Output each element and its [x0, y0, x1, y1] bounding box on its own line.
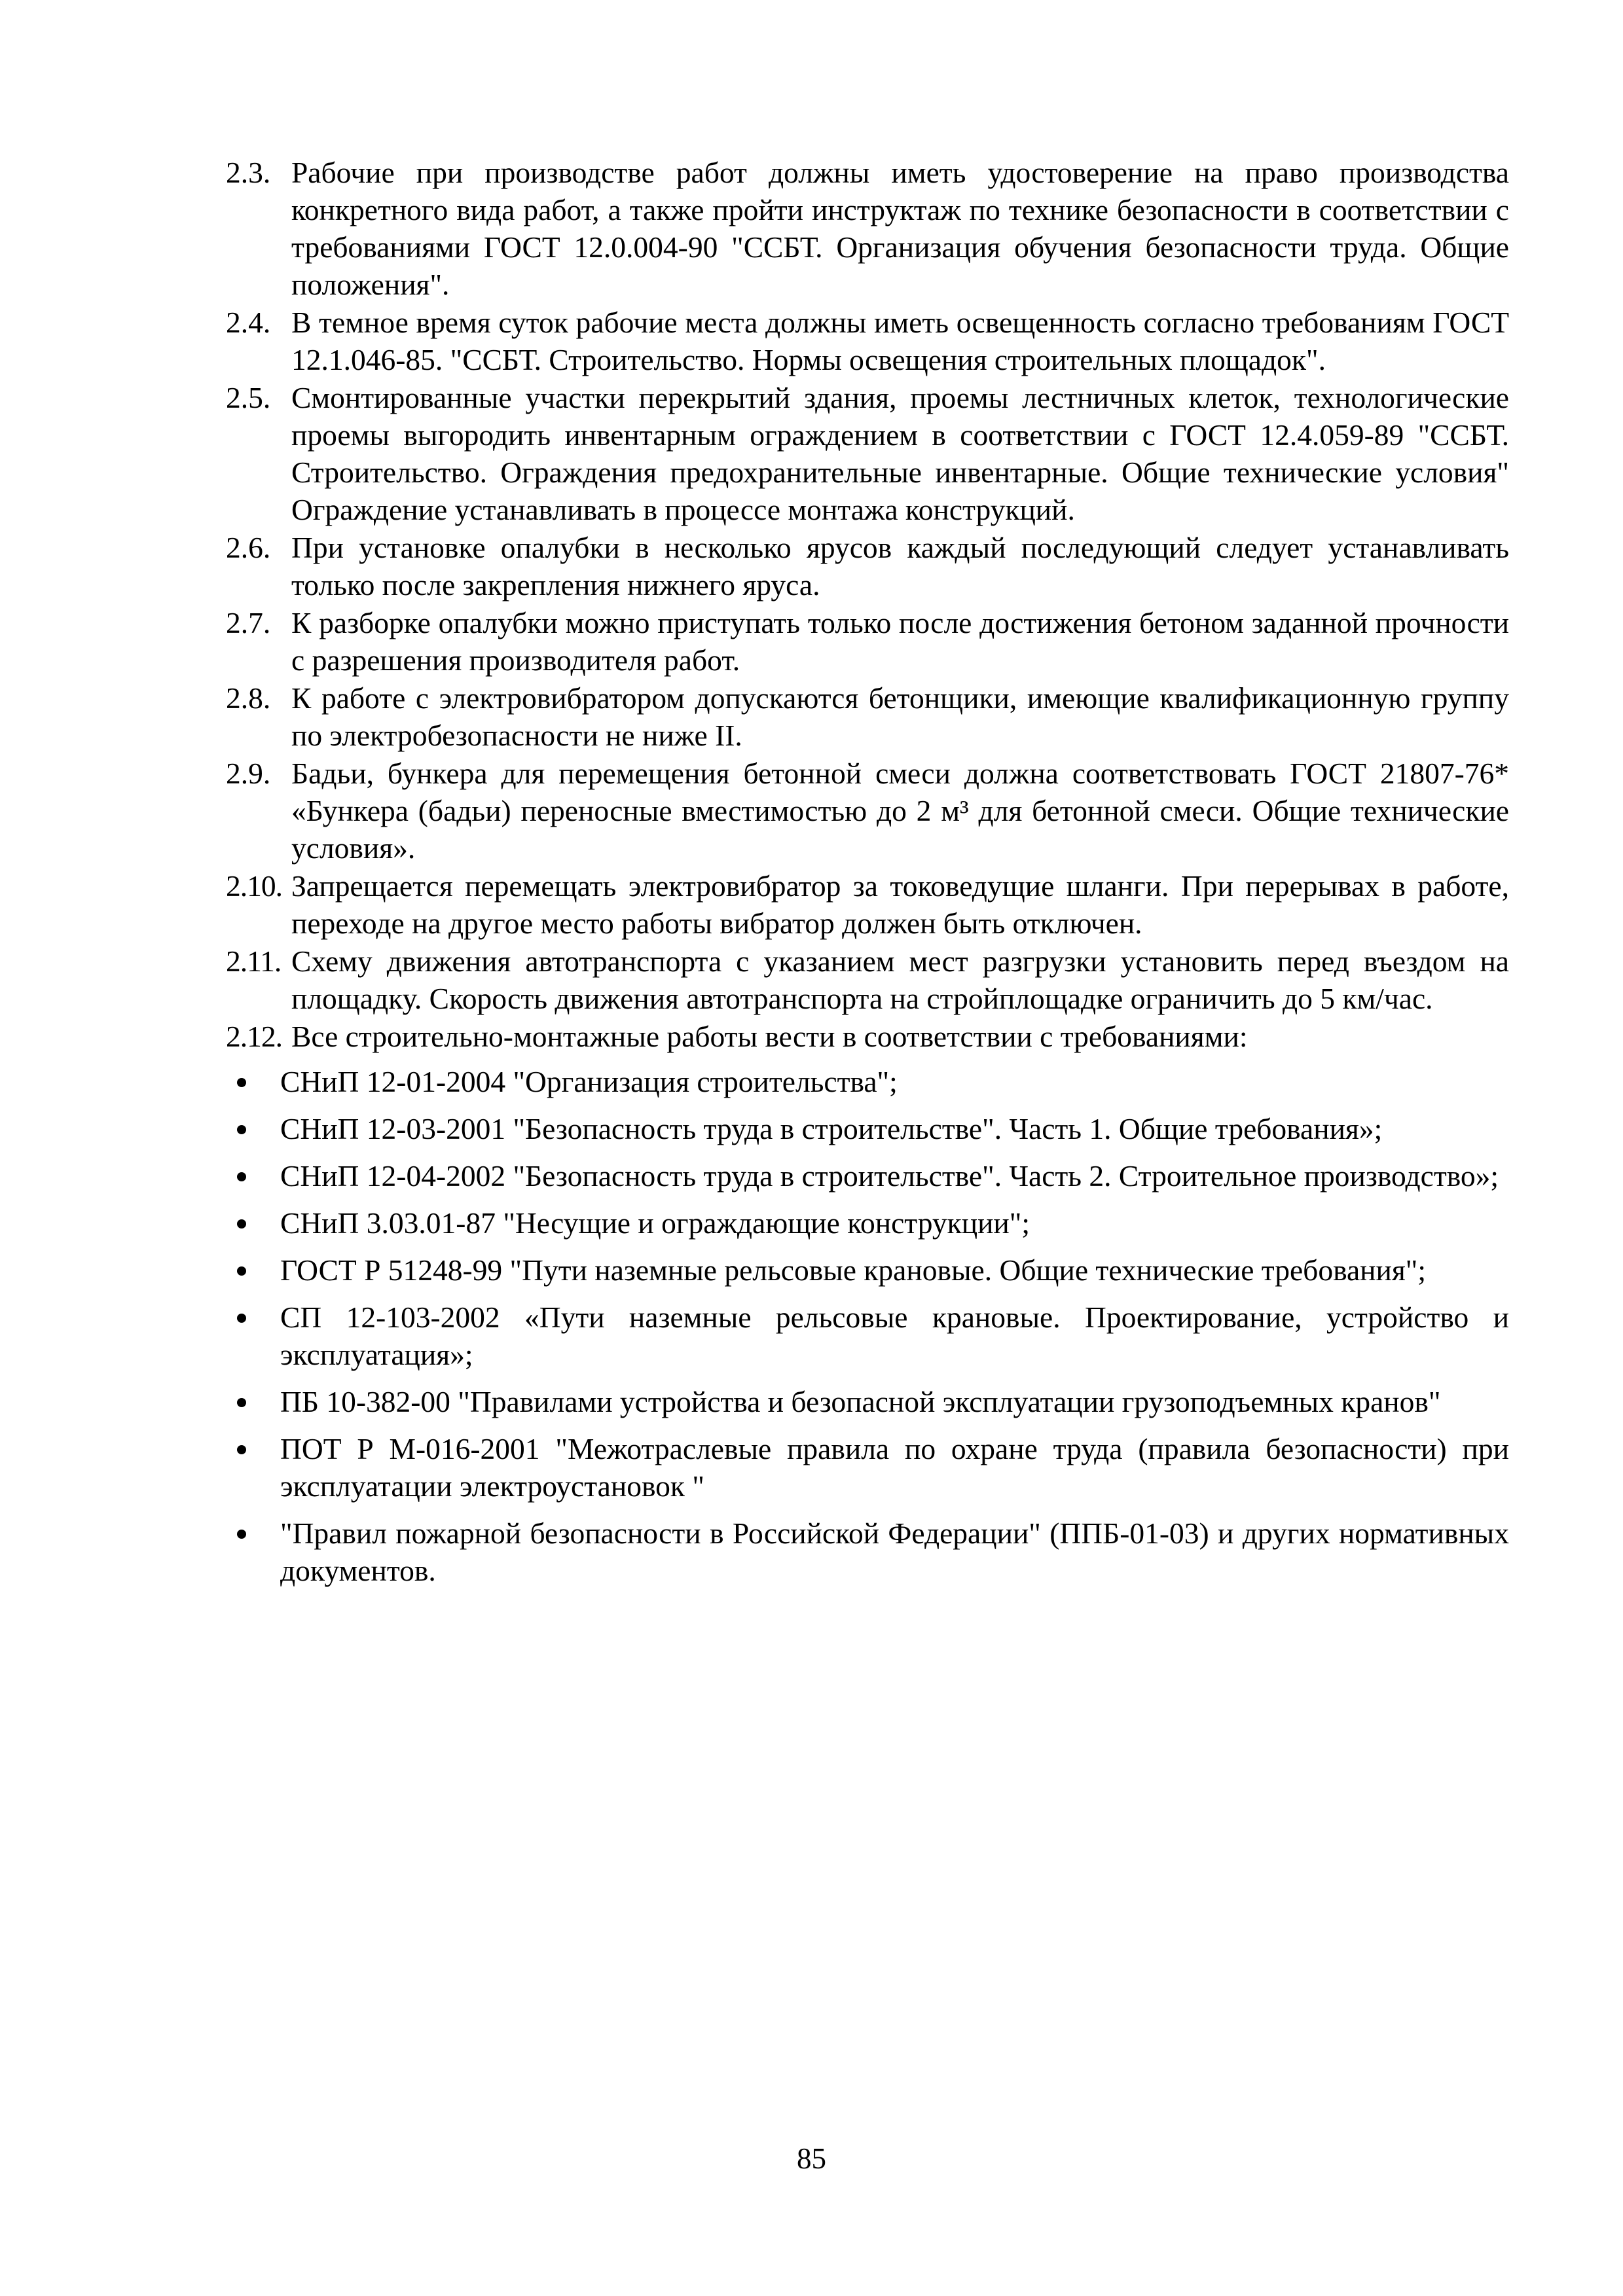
page-number: 85 — [797, 2142, 826, 2175]
item-number: 2.7. — [226, 606, 271, 639]
numbered-item-2-3 — [226, 154, 1509, 303]
bullet-text: СНиП 12-01-2004 "Организация строительства"; — [280, 1065, 898, 1098]
bullet-dot-icon — [237, 1530, 246, 1539]
bullet-text: ПБ 10-382-00 "Правилами устройства и безопасной эксплуатации грузоподъемных кранов" — [280, 1385, 1441, 1418]
bullet-text: ГОСТ Р 51248-99 "Пути наземные рельсовые крановые. Общие технические требования"; — [280, 1253, 1426, 1287]
bullet-item — [226, 1157, 1509, 1194]
item-text: При установке опалубки в несколько ярусов каждый последующий следует устанавливать только после закрепления нижнего яруса. — [291, 531, 1509, 601]
bullet-item — [226, 1299, 1509, 1373]
item-number: 2.8. — [226, 681, 271, 715]
bullet-dot-icon — [237, 1266, 246, 1276]
item-number: 2.9. — [226, 757, 271, 790]
item-number: 2.3. — [226, 156, 271, 189]
item-number: 2.4. — [226, 306, 271, 339]
bullet-text: СНиП 3.03.01-87 "Несущие и ограждающие конструкции"; — [280, 1206, 1030, 1240]
item-number: 2.6. — [226, 531, 271, 564]
bullet-dot-icon — [237, 1125, 246, 1134]
bullet-text: ПОТ Р М-016-2001 "Межотраслевые правила по охране труда (правила безопасности) при эксплуатации электроустановок " — [280, 1432, 1509, 1503]
bullet-item — [226, 1515, 1509, 1589]
item-number: 2.10. — [226, 869, 282, 903]
bullet-text: СП 12-103-2002 «Пути наземные рельсовые крановые. Проектирование, устройство и эксплуатация»; — [280, 1300, 1509, 1371]
item-number: 2.11. — [226, 944, 282, 978]
numbered-item-2-7 — [226, 604, 1509, 679]
page-content — [226, 154, 1509, 1599]
numbered-item-2-11 — [226, 942, 1509, 1017]
bullet-item — [226, 1430, 1509, 1505]
numbered-item-2-12 — [226, 1018, 1509, 1055]
bullet-text: СНиП 12-04-2002 "Безопасность труда в строительстве". Часть 2. Строительное производство»; — [280, 1159, 1499, 1193]
item-text: К работе с электровибратором допускаются бетонщики, имеющие квалификационную группу по электробезопасности не ниже II. — [291, 681, 1509, 752]
item-number: 2.12. — [226, 1020, 282, 1053]
bullet-item — [226, 1383, 1509, 1420]
item-number: 2.5. — [226, 381, 271, 414]
bullet-dot-icon — [237, 1398, 246, 1407]
numbered-item-2-4 — [226, 304, 1509, 378]
numbered-item-2-9 — [226, 755, 1509, 867]
bullet-dot-icon — [237, 1314, 246, 1323]
item-text: Смонтированные участки перекрытий здания, проемы лестничных клеток, технологические проемы выгородить инвентарным ограждением в соответствии с ГОСТ 12.4.059-89 "ССБТ. Строительство. Ограждения предохранительные инвентарные. Общие технические условия" Ограждение устанавливать в процессе монтажа конструкций. — [291, 381, 1509, 526]
item-text: Рабочие при производстве работ должны иметь удостоверение на право производства конкретного вида работ, а также пройти инструктаж по технике безопасности в соответствии с требованиями ГОСТ 12.0.004-90 "ССБТ. Организация обучения безопасности труда. Общие положения". — [291, 156, 1509, 301]
numbered-item-2-10 — [226, 867, 1509, 942]
item-text: Все строительно-монтажные работы вести в соответствии с требованиями: — [291, 1020, 1248, 1053]
bullet-item — [226, 1063, 1509, 1100]
bullet-item — [226, 1204, 1509, 1242]
bullet-dot-icon — [237, 1172, 246, 1181]
bullet-dot-icon — [237, 1445, 246, 1454]
item-text: Запрещается перемещать электровибратор за токоведущие шланги. При перерывах в работе, переходе на другое место работы вибратор должен быть отключен. — [291, 869, 1509, 940]
bullet-text: СНиП 12-03-2001 "Безопасность труда в строительстве". Часть 1. Общие требования»; — [280, 1112, 1383, 1145]
item-text: Схему движения автотранспорта с указанием мест разгрузки установить перед въездом на площадку. Скорость движения автотранспорта на стройплощадке ограничить до 5 км/час. — [291, 944, 1509, 1015]
bullet-item — [226, 1251, 1509, 1289]
numbered-item-2-8 — [226, 679, 1509, 754]
bullet-text: "Правил пожарной безопасности в Российской Федерации" (ППБ-01-03) и других нормативных документов. — [280, 1516, 1509, 1587]
numbered-item-2-6 — [226, 529, 1509, 603]
bullet-dot-icon — [237, 1078, 246, 1087]
bullet-item — [226, 1110, 1509, 1147]
item-text: В темное время суток рабочие места должны иметь освещенность согласно требованиям ГОСТ 12.1.046-85. "ССБТ. Строительство. Нормы освещения строительных площадок". — [291, 306, 1509, 376]
bullet-dot-icon — [237, 1219, 246, 1229]
numbered-item-2-5 — [226, 379, 1509, 528]
item-text: Бадьи, бункера для перемещения бетонной смеси должна соответствовать ГОСТ 21807-76* «Бункера (бадьи) переносные вместимостью до 2 м³ для бетонной смеси. Общие технические условия». — [291, 757, 1509, 865]
item-text: К разборке опалубки можно приступать только после достижения бетоном заданной прочности с разрешения производителя работ. — [291, 606, 1509, 677]
